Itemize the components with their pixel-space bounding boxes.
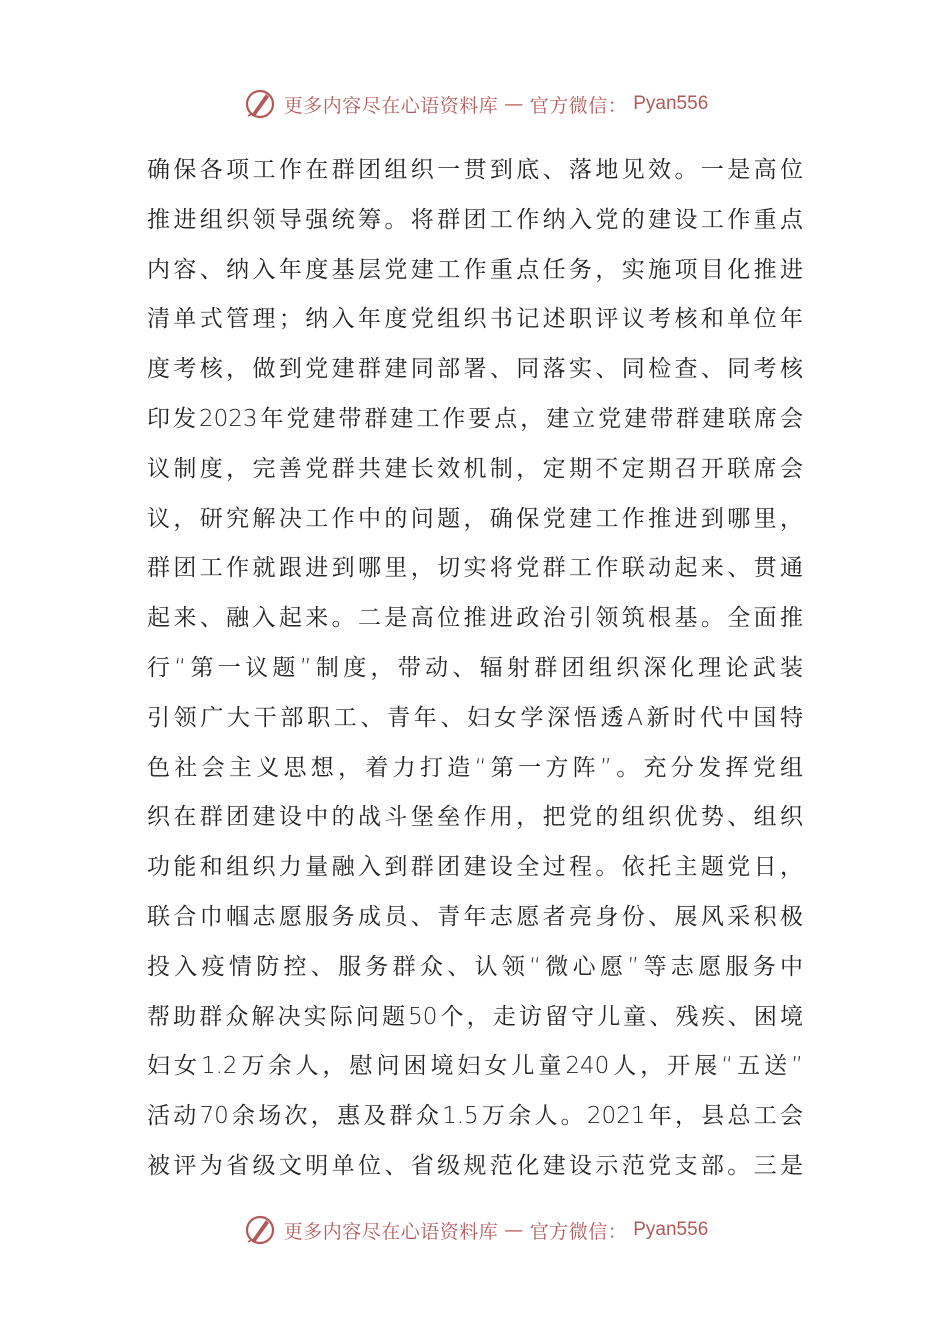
- body-line: 联合巾帼志愿服务成员、青年志愿者亮身份、展风采积极: [147, 903, 803, 930]
- body-line: 行“第一议题”制度，带动、辐射群团组织深化理论武装: [147, 654, 803, 681]
- quill-logo-icon: [242, 86, 278, 122]
- body-line: 投入疫情防控、服务群众、认领“微心愿”等志愿服务中: [147, 953, 803, 980]
- watermark-wechat-id: Pyan556: [633, 93, 709, 114]
- body-line: 织在群团建设中的战斗堡垒作用，把党的组织优势、组织: [147, 804, 803, 831]
- document-body: [147, 146, 803, 1192]
- body-line: 帮助群众解决实际问题50个，走访留守儿童、残疾、困境: [147, 1003, 803, 1030]
- watermark-brand-text: 更多内容尽在心语资料库: [283, 94, 499, 117]
- watermark-dash: —: [504, 1219, 524, 1241]
- body-line: 议，研究解决工作中的问题，确保党建工作推进到哪里，: [147, 505, 803, 532]
- body-line: 功能和组织力量融入到群团建设全过程。依托主题党日，: [147, 854, 803, 881]
- body-line: 妇女1.2万余人，慰问困境妇女儿童240人，开展“五送”: [147, 1053, 803, 1080]
- footer-watermark: [0, 1210, 950, 1250]
- body-line: 清单式管理；纳入年度党组织书记述职评议考核和单位年: [147, 306, 803, 333]
- body-line: 议制度，完善党群共建长效机制，定期不定期召开联席会: [147, 455, 803, 482]
- quill-logo-icon: [242, 1212, 278, 1248]
- watermark-dash: —: [504, 93, 524, 115]
- watermark-brand-text: 更多内容尽在心语资料库: [283, 1220, 499, 1243]
- body-line: 内容、纳入年度基层党建工作重点任务，实施项目化推进: [147, 256, 803, 283]
- body-line: 确保各项工作在群团组织一贯到底、落地见效。一是高位: [147, 157, 803, 183]
- body-line: 活动70余场次，惠及群众1.5万余人。2021年，县总工会: [147, 1103, 803, 1130]
- body-line: 推进组织领导强统筹。将群团工作纳入党的建设工作重点: [147, 206, 803, 233]
- body-line: 被评为省级文明单位、省级规范化建设示范党支部。三是: [147, 1152, 803, 1179]
- watermark-wechat-id: Pyan556: [633, 1219, 709, 1240]
- body-line: 印发2023年党建带群建工作要点，建立党建带群建联席会: [147, 405, 803, 432]
- body-line: 色社会主义思想，着力打造“第一方阵”。充分发挥党组: [147, 754, 803, 781]
- watermark-label: 官方微信：: [529, 94, 628, 117]
- header-watermark: [0, 84, 950, 124]
- body-line: 起来、融入起来。二是高位推进政治引领筑根基。全面推: [147, 605, 803, 632]
- body-line: 引领广大干部职工、青年、妇女学深悟透A新时代中国特: [147, 704, 803, 731]
- body-line: 度考核，做到党建群建同部署、同落实、同检查、同考核: [147, 356, 803, 383]
- watermark-label: 官方微信：: [529, 1220, 628, 1243]
- body-line: 群团工作就跟进到哪里，切实将党群工作联动起来、贯通: [147, 555, 803, 582]
